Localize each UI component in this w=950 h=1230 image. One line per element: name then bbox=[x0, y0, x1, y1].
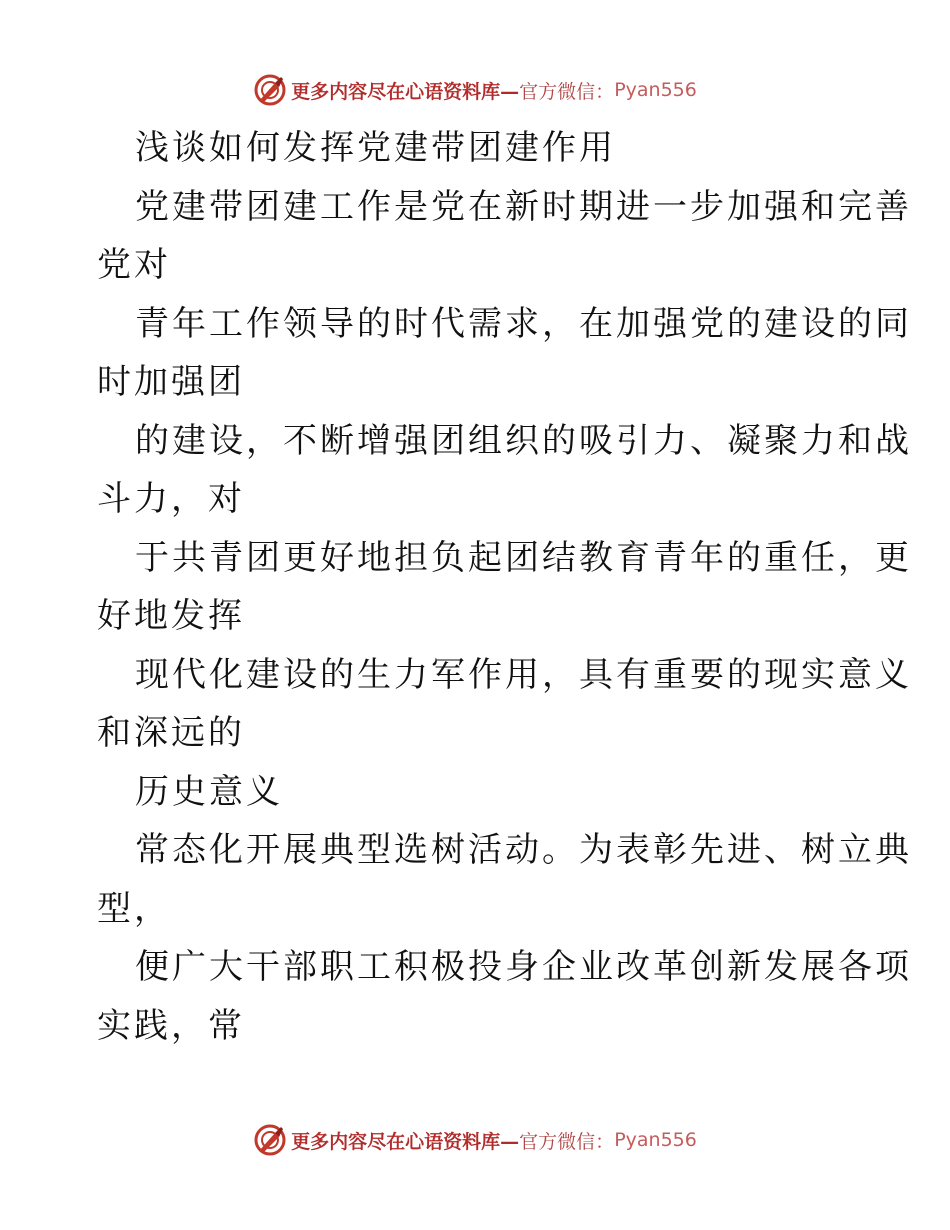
text-line: 便广大干部职工积极投身企业改革创新发展各项 bbox=[135, 947, 912, 987]
text-line: 时加强团 bbox=[97, 362, 245, 402]
banner-wechat-label: 官方微信： bbox=[519, 80, 615, 103]
header-banner bbox=[0, 70, 950, 110]
document-body bbox=[97, 119, 912, 1055]
document-title: 浅谈如何发挥党建带团建作用 bbox=[135, 128, 616, 168]
text-line: 党对 bbox=[97, 245, 171, 285]
text-line: 常态化开展典型选树活动。为表彰先进、树立典 bbox=[135, 830, 912, 870]
text-line: 党建带团建工作是党在新时期进一步加强和完善 bbox=[135, 186, 912, 227]
pen-logo-icon bbox=[253, 73, 287, 107]
text-line: 实践，常 bbox=[97, 1005, 245, 1046]
footer-banner bbox=[0, 1120, 950, 1160]
banner-wechat-label: 官方微信： bbox=[519, 1130, 615, 1153]
text-line: 青年工作领导的时代需求，在加强党的建设的同 bbox=[135, 303, 912, 344]
text-line: 斗力，对 bbox=[97, 479, 245, 519]
banner-brand-text: 更多内容尽在心语资料库— bbox=[291, 80, 520, 103]
text-line: 好地发挥 bbox=[97, 596, 245, 636]
pen-logo-icon bbox=[253, 1123, 287, 1157]
banner-wechat-id: Pyan556 bbox=[614, 1129, 697, 1151]
banner-brand-text: 更多内容尽在心语资料库— bbox=[291, 1130, 520, 1153]
banner-wechat-id: Pyan556 bbox=[614, 79, 697, 101]
text-line: 于共青团更好地担负起团结教育青年的重任，更 bbox=[135, 537, 912, 578]
text-line: 型， bbox=[97, 888, 171, 929]
text-line: 的建设，不断增强团组织的吸引力、凝聚力和战 bbox=[135, 420, 912, 461]
text-line: 和深远的 bbox=[97, 713, 245, 753]
text-line: 历史意义 bbox=[135, 771, 283, 812]
text-line: 现代化建设的生力军作用，具有重要的现实意义 bbox=[135, 654, 912, 695]
